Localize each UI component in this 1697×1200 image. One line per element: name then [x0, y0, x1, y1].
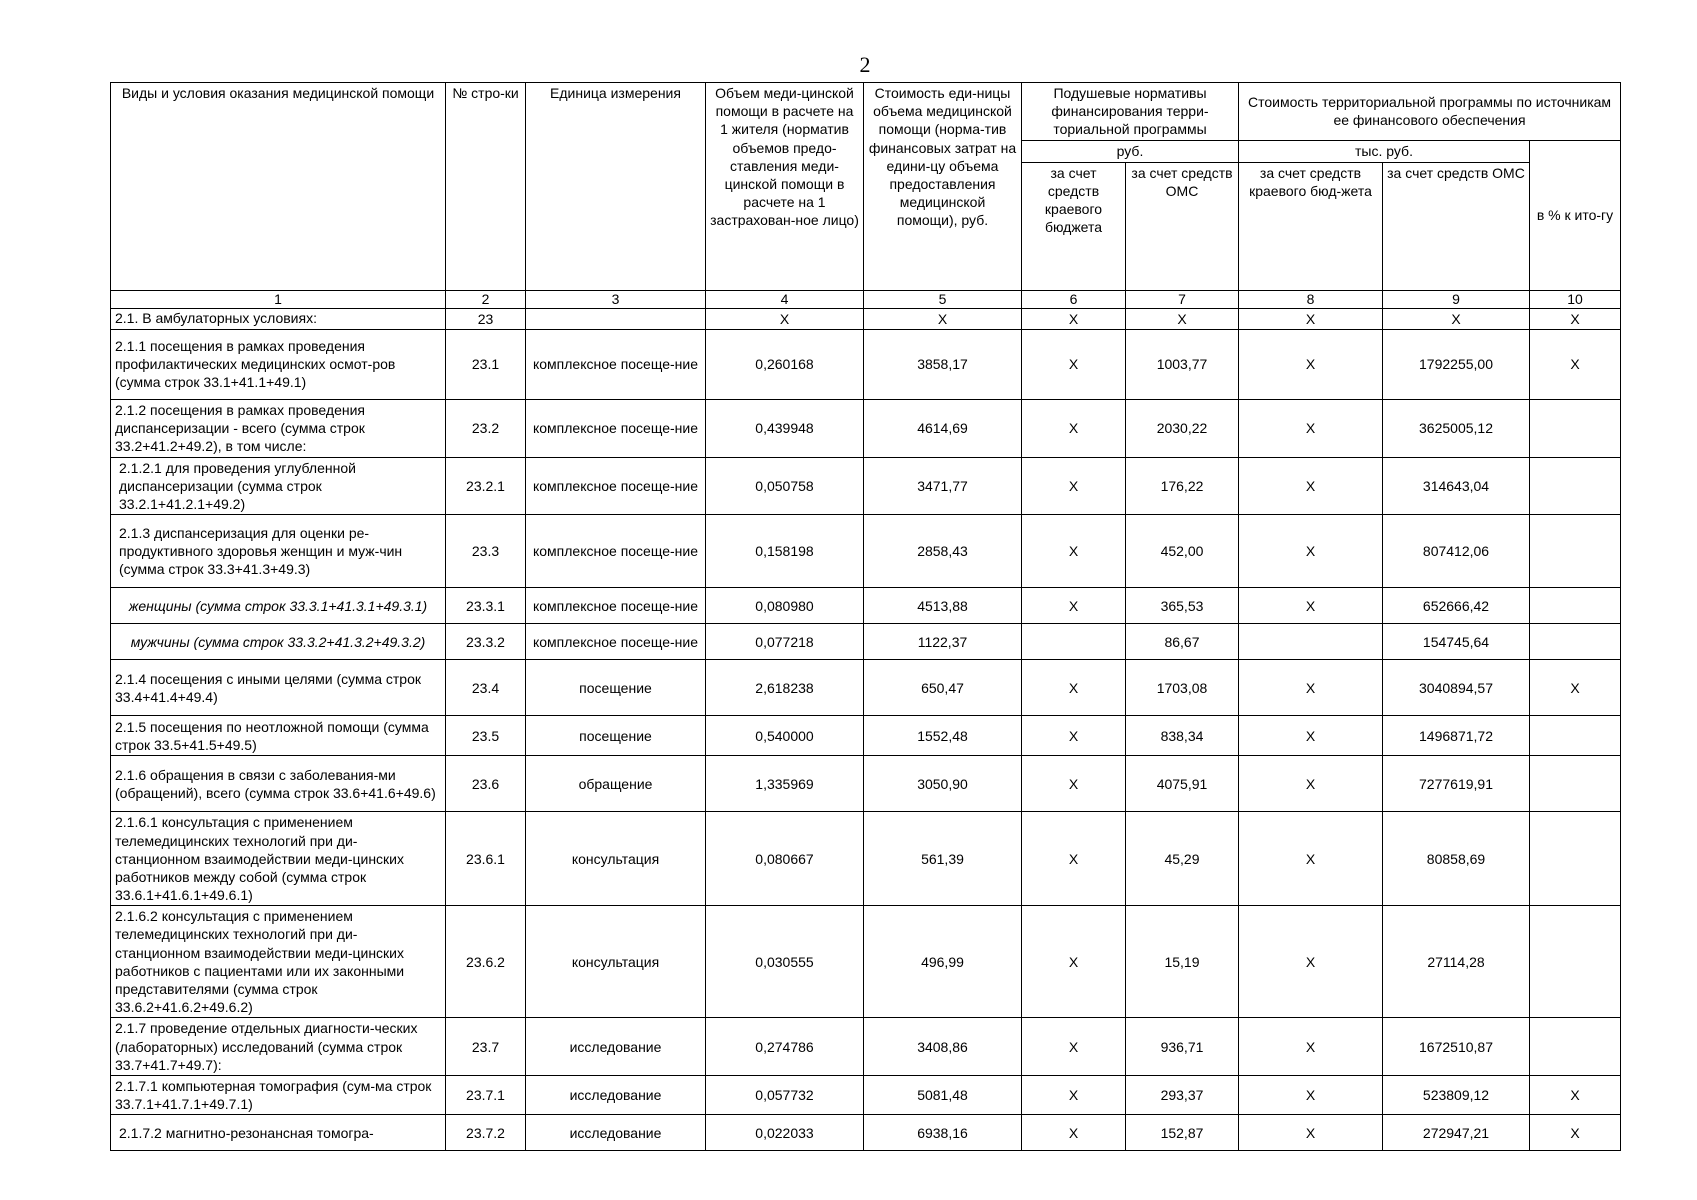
row-unit: посещение [526, 716, 706, 756]
row-number: 23.2.1 [446, 457, 526, 515]
row-unit-cost: 6938,16 [864, 1115, 1022, 1151]
row-budget-cost: Х [1239, 329, 1383, 399]
header-regional-budget-cost: за счет средств краевого бюд-жета [1239, 162, 1383, 290]
header-per-capita: Подушевые нормативы финансирования терри-ториальной программы [1022, 83, 1239, 141]
table-row [111, 1115, 1621, 1151]
row-unit-cost: 1552,48 [864, 716, 1022, 756]
column-number: 8 [1239, 290, 1383, 308]
row-name: 2.1.4 посещения с иными целями (сумма строк 33.4+41.4+49.4) [111, 660, 446, 716]
row-budget-norm: Х [1022, 812, 1126, 906]
row-volume: 0,022033 [706, 1115, 864, 1151]
row-name: 2.1.6 обращения в связи с заболевания-ми (обращений), всего (сумма строк 33.6+41.6+49.6) [111, 756, 446, 812]
row-budget-norm: Х [1022, 515, 1126, 588]
row-name: 2.1. В амбулаторных условиях: [111, 308, 446, 329]
row-percent: Х [1530, 1075, 1621, 1114]
table-row [111, 308, 1621, 329]
row-unit-cost: 650,47 [864, 660, 1022, 716]
header-percent-total: в % к ито-гу [1530, 140, 1621, 290]
header-oms-norm: за счет средств ОМС [1126, 162, 1239, 290]
table-row [111, 812, 1621, 906]
row-unit: консультация [526, 812, 706, 906]
row-unit: комплексное посеще-ние [526, 457, 706, 515]
table-row [111, 515, 1621, 588]
row-percent [1530, 812, 1621, 906]
row-number: 23.4 [446, 660, 526, 716]
row-budget-cost: Х [1239, 716, 1383, 756]
row-budget-cost: Х [1239, 515, 1383, 588]
row-name: 2.1.2.1 для проведения углубленной диспансеризации (сумма строк 33.2.1+41.2.1+49.2) [111, 457, 446, 515]
row-percent [1530, 716, 1621, 756]
row-budget-cost: Х [1239, 457, 1383, 515]
row-percent [1530, 756, 1621, 812]
header-oms-cost: за счет средств ОМС [1383, 162, 1530, 290]
row-number: 23.1 [446, 329, 526, 399]
header-volume: Объем меди-цинской помощи в расчете на 1 жителя (норматив объемов предо-ставления меди-цинской помощи в расчете на 1 застрахован-ное лицо) [706, 83, 864, 291]
header-program-cost: Стоимость территориальной программы по источникам ее финансового обеспечения [1239, 83, 1621, 141]
row-oms-norm: 838,34 [1126, 716, 1239, 756]
row-budget-norm: Х [1022, 329, 1126, 399]
row-budget-cost: Х [1239, 756, 1383, 812]
row-oms-norm: 45,29 [1126, 812, 1239, 906]
page-number: 2 [859, 52, 871, 77]
row-unit: исследование [526, 1018, 706, 1076]
table-row [111, 457, 1621, 515]
row-percent [1530, 624, 1621, 660]
column-number: 6 [1022, 290, 1126, 308]
row-oms-cost: Х [1383, 308, 1530, 329]
row-unit-cost: 1122,37 [864, 624, 1022, 660]
table-row [111, 1018, 1621, 1076]
table-row [111, 756, 1621, 812]
row-oms-cost: 154745,64 [1383, 624, 1530, 660]
row-unit: исследование [526, 1075, 706, 1114]
row-oms-cost: 1496871,72 [1383, 716, 1530, 756]
row-name: 2.1.7 проведение отдельных диагности-ческих (лабораторных) исследований (сумма строк 33.7+41.7+49.7): [111, 1018, 446, 1076]
row-unit-cost: 4614,69 [864, 399, 1022, 457]
column-number: 5 [864, 290, 1022, 308]
column-number: 10 [1530, 290, 1621, 308]
row-oms-norm: 365,53 [1126, 588, 1239, 624]
row-number: 23.7.1 [446, 1075, 526, 1114]
header-unit-cost: Стоимость еди-ницы объема медицинской помощи (норма-тив финансовых затрат на едини-цу объема предоставления медицинской помощи), руб. [864, 83, 1022, 291]
row-name: 2.1.6.1 консультация с применением телемедицинских технологий при ди-станционном взаимодействии меди-цинских работников между собой (сумма строк 33.6.1+41.6.1+49.6.1) [111, 812, 446, 906]
row-number: 23.7 [446, 1018, 526, 1076]
column-number: 1 [111, 290, 446, 308]
column-number: 9 [1383, 290, 1530, 308]
row-percent [1530, 906, 1621, 1018]
row-budget-cost: Х [1239, 812, 1383, 906]
row-name: 2.1.3 диспансеризация для оценки ре-продуктивного здоровья женщин и муж-чин (сумма строк 33.3+41.3+49.3) [111, 515, 446, 588]
row-oms-norm: 936,71 [1126, 1018, 1239, 1076]
row-oms-norm: 4075,91 [1126, 756, 1239, 812]
table-row [111, 624, 1621, 660]
row-oms-cost: 272947,21 [1383, 1115, 1530, 1151]
header-row-number: № стро-ки [446, 83, 526, 291]
row-budget-norm: Х [1022, 308, 1126, 329]
row-unit-cost: 2858,43 [864, 515, 1022, 588]
row-percent: Х [1530, 329, 1621, 399]
row-oms-cost: 314643,04 [1383, 457, 1530, 515]
row-volume: 0,260168 [706, 329, 864, 399]
row-oms-cost: 807412,06 [1383, 515, 1530, 588]
budget-table [110, 82, 1621, 1151]
row-budget-norm: Х [1022, 906, 1126, 1018]
row-percent: Х [1530, 660, 1621, 716]
row-oms-norm: 176,22 [1126, 457, 1239, 515]
table-row [111, 1075, 1621, 1114]
row-number: 23.6.1 [446, 812, 526, 906]
row-budget-cost: Х [1239, 308, 1383, 329]
row-unit-cost: 496,99 [864, 906, 1022, 1018]
row-budget-cost: Х [1239, 588, 1383, 624]
table-row [111, 588, 1621, 624]
row-volume: 0,158198 [706, 515, 864, 588]
row-number: 23 [446, 308, 526, 329]
row-unit-cost: 561,39 [864, 812, 1022, 906]
row-budget-norm: Х [1022, 457, 1126, 515]
row-name: 2.1.6.2 консультация с применением телемедицинских технологий при ди-станционном взаимодействии меди-цинских работников с пациентами или их законными представителями (сумма строк 33.6.2+41.6.2+49.6.2) [111, 906, 446, 1018]
row-unit-cost: 3050,90 [864, 756, 1022, 812]
table-row [111, 716, 1621, 756]
row-unit-cost: 5081,48 [864, 1075, 1022, 1114]
row-percent: Х [1530, 1115, 1621, 1151]
row-volume: 0,080667 [706, 812, 864, 906]
row-unit-cost: 3408,86 [864, 1018, 1022, 1076]
row-unit: исследование [526, 1115, 706, 1151]
row-volume: 0,050758 [706, 457, 864, 515]
row-oms-cost: 652666,42 [1383, 588, 1530, 624]
row-name: мужчины (сумма строк 33.3.2+41.3.2+49.3.2) [111, 624, 446, 660]
table-row [111, 399, 1621, 457]
row-oms-cost: 1672510,87 [1383, 1018, 1530, 1076]
table-row [111, 329, 1621, 399]
row-unit: комплексное посеще-ние [526, 624, 706, 660]
row-unit-cost: 3471,77 [864, 457, 1022, 515]
table-row [111, 660, 1621, 716]
table-row [111, 906, 1621, 1018]
row-name: 2.1.7.1 компьютерная томография (сум-ма строк 33.7.1+41.7.1+49.7.1) [111, 1075, 446, 1114]
row-budget-norm: Х [1022, 1018, 1126, 1076]
row-budget-cost: Х [1239, 1075, 1383, 1114]
row-name: 2.1.5 посещения по неотложной помощи (сумма строк 33.5+41.5+49.5) [111, 716, 446, 756]
row-budget-norm: Х [1022, 588, 1126, 624]
row-number: 23.7.2 [446, 1115, 526, 1151]
header-kind: Виды и условия оказания медицинской помощи [111, 83, 446, 291]
row-budget-cost: Х [1239, 399, 1383, 457]
header-program-cost-unit: тыс. руб. [1239, 140, 1530, 162]
row-oms-cost: 3625005,12 [1383, 399, 1530, 457]
row-unit: комплексное посеще-ние [526, 588, 706, 624]
row-oms-norm: Х [1126, 308, 1239, 329]
row-oms-cost: 523809,12 [1383, 1075, 1530, 1114]
row-percent [1530, 399, 1621, 457]
row-oms-norm: 1003,77 [1126, 329, 1239, 399]
header-regional-budget-norm: за счет средств краевого бюджета [1022, 162, 1126, 290]
column-number: 7 [1126, 290, 1239, 308]
row-percent [1530, 457, 1621, 515]
row-budget-norm: Х [1022, 1115, 1126, 1151]
row-unit: комплексное посеще-ние [526, 515, 706, 588]
row-budget-cost: Х [1239, 906, 1383, 1018]
column-numbers-row [111, 290, 1621, 308]
row-name: 2.1.1 посещения в рамках проведения профилактических медицинских осмот-ров (сумма строк 33.1+41.1+49.1) [111, 329, 446, 399]
row-oms-norm: 452,00 [1126, 515, 1239, 588]
row-oms-norm: 152,87 [1126, 1115, 1239, 1151]
row-volume: 0,030555 [706, 906, 864, 1018]
row-volume: 1,335969 [706, 756, 864, 812]
row-budget-norm: Х [1022, 1075, 1126, 1114]
row-number: 23.3.1 [446, 588, 526, 624]
row-oms-norm: 86,67 [1126, 624, 1239, 660]
row-percent: Х [1530, 308, 1621, 329]
row-oms-cost: 80858,69 [1383, 812, 1530, 906]
row-volume: 0,080980 [706, 588, 864, 624]
row-unit: обращение [526, 756, 706, 812]
row-volume: Х [706, 308, 864, 329]
row-budget-norm [1022, 624, 1126, 660]
row-budget-norm: Х [1022, 756, 1126, 812]
row-percent [1530, 515, 1621, 588]
column-number: 4 [706, 290, 864, 308]
row-oms-norm: 1703,08 [1126, 660, 1239, 716]
column-number: 3 [526, 290, 706, 308]
row-percent [1530, 1018, 1621, 1076]
header-unit: Единица измерения [526, 83, 706, 291]
row-name: женщины (сумма строк 33.3.1+41.3.1+49.3.1) [111, 588, 446, 624]
row-unit: посещение [526, 660, 706, 716]
row-number: 23.3 [446, 515, 526, 588]
row-oms-norm: 15,19 [1126, 906, 1239, 1018]
row-name: 2.1.2 посещения в рамках проведения диспансеризации - всего (сумма строк 33.2+41.2+49.2), в том числе: [111, 399, 446, 457]
row-unit [526, 308, 706, 329]
row-unit-cost: 3858,17 [864, 329, 1022, 399]
row-name: 2.1.7.2 магнитно-резонансная томогра- [111, 1115, 446, 1151]
row-unit: комплексное посеще-ние [526, 329, 706, 399]
row-budget-norm: Х [1022, 399, 1126, 457]
row-budget-cost: Х [1239, 1018, 1383, 1076]
row-volume: 0,077218 [706, 624, 864, 660]
row-number: 23.6.2 [446, 906, 526, 1018]
row-oms-cost: 1792255,00 [1383, 329, 1530, 399]
row-budget-cost [1239, 624, 1383, 660]
row-unit: комплексное посеще-ние [526, 399, 706, 457]
row-number: 23.3.2 [446, 624, 526, 660]
row-number: 23.5 [446, 716, 526, 756]
row-unit-cost: Х [864, 308, 1022, 329]
row-volume: 2,618238 [706, 660, 864, 716]
row-oms-cost: 7277619,91 [1383, 756, 1530, 812]
column-number: 2 [446, 290, 526, 308]
row-budget-norm: Х [1022, 660, 1126, 716]
row-number: 23.6 [446, 756, 526, 812]
header-per-capita-unit: руб. [1022, 140, 1239, 162]
row-volume: 0,540000 [706, 716, 864, 756]
row-percent [1530, 588, 1621, 624]
row-volume: 0,439948 [706, 399, 864, 457]
row-oms-norm: 2030,22 [1126, 399, 1239, 457]
row-budget-norm: Х [1022, 716, 1126, 756]
row-unit: консультация [526, 906, 706, 1018]
row-budget-cost: Х [1239, 1115, 1383, 1151]
row-oms-cost: 3040894,57 [1383, 660, 1530, 716]
row-oms-cost: 27114,28 [1383, 906, 1530, 1018]
row-unit-cost: 4513,88 [864, 588, 1022, 624]
row-budget-cost: Х [1239, 660, 1383, 716]
row-number: 23.2 [446, 399, 526, 457]
row-oms-norm: 293,37 [1126, 1075, 1239, 1114]
row-volume: 0,057732 [706, 1075, 864, 1114]
row-volume: 0,274786 [706, 1018, 864, 1076]
